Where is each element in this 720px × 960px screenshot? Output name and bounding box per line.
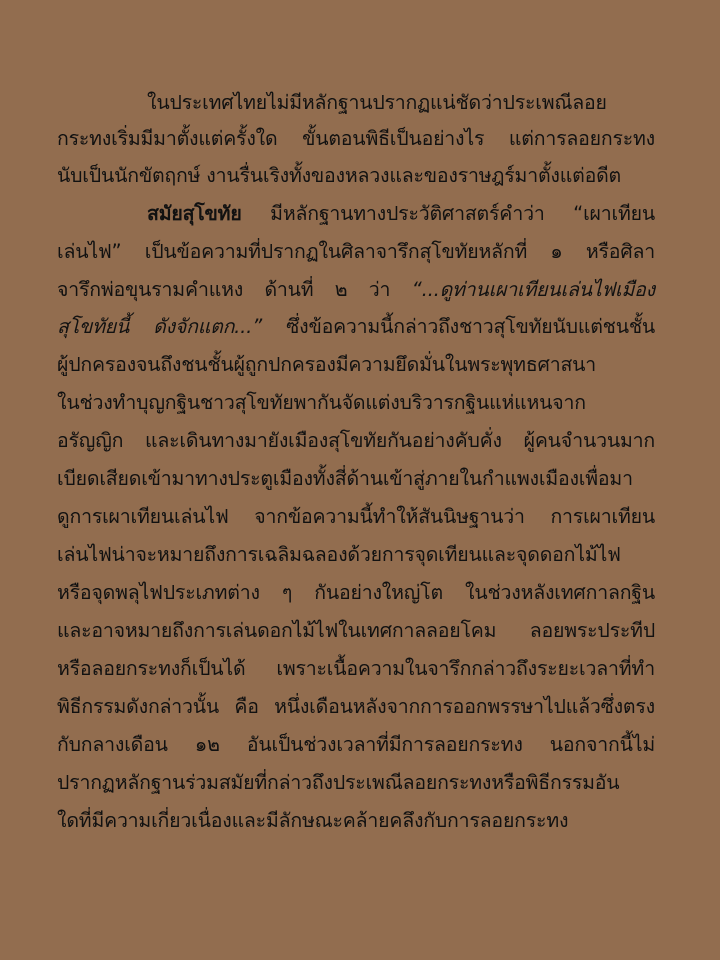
text-line xyxy=(57,423,655,459)
text-segment: หรือลอยกระทงก็เป็นได้ เพราะเนื้อความในจารึกกล่าวถึงระยะเวลาที่ทำ xyxy=(57,657,655,680)
text-line xyxy=(57,765,655,801)
text-segment: มีหลักฐานทางประวัติศาสตร์คำว่า “เผาเทียน xyxy=(241,202,655,225)
text-segment: จารึกพ่อขุนรามคำแหง ด้านที่ ๒ ว่า xyxy=(57,278,412,301)
text-line xyxy=(57,537,655,573)
text-segment: เบียดเสียดเข้ามาทางประตูเมืองทั้งสี่ด้านเข้าสู่ภายในกำแพงเมืองเพื่อมา xyxy=(57,467,633,490)
text-line xyxy=(57,347,655,383)
quoted-inscription: สุโขทัยนี้ ดังจักแตก...” xyxy=(57,315,263,338)
text-line xyxy=(57,158,655,194)
text-line xyxy=(57,309,655,345)
text-line xyxy=(57,803,655,839)
text-line xyxy=(57,575,655,611)
text-segment: ปรากฏหลักฐานร่วมสมัยที่กล่าวถึงประเพณีลอยกระทงหรือพิธีกรรมอัน xyxy=(57,771,620,794)
text-line xyxy=(57,385,655,421)
text-line xyxy=(147,85,655,121)
text-segment: ในช่วงทำบุญกฐินชาวสุโขทัยพากันจัดแต่งบริวารกฐินแห่แหนจาก xyxy=(57,391,586,414)
text-line xyxy=(57,613,655,649)
text-segment: กับกลางเดือน ๑๒ อันเป็นช่วงเวลาที่มีการลอยกระทง นอกจากนี้ไม่ xyxy=(57,733,655,756)
text-segment: ในประเทศไทยไม่มีหลักฐานปรากฏแน่ชัดว่าประเพณีลอย xyxy=(147,91,607,114)
text-segment: ดูการเผาเทียนเล่นไฟ จากข้อความนี้ทำให้สันนิษฐานว่า การเผาเทียน xyxy=(57,505,655,528)
text-segment: ใดที่มีความเกี่ยวเนื่องและมีลักษณะคล้ายคลึงกับการลอยกระทง xyxy=(57,809,569,832)
text-line xyxy=(57,499,655,535)
text-segment: เล่นไฟน่าจะหมายถึงการเฉลิมฉลองด้วยการจุดเทียนและจุดดอกไม้ไฟ xyxy=(57,543,621,566)
text-line xyxy=(57,461,655,497)
text-segment: หรือจุดพลุไฟประเภทต่าง ๆ กันอย่างใหญ่โต ในช่วงหลังเทศกาลกฐิน xyxy=(57,581,655,604)
text-segment: พิธีกรรมดังกล่าวนั้น คือ หนึ่งเดือนหลังจากการออกพรรษาไปแล้วซึ่งตรง xyxy=(57,695,655,718)
quoted-inscription: “...ดูท่านเผาเทียนเล่นไฟเมือง xyxy=(411,278,655,301)
text-segment: นับเป็นนักขัตฤกษ์ งานรื่นเริงทั้งของหลวงและของราษฎร์มาตั้งแต่อดีต xyxy=(57,164,622,187)
text-line xyxy=(147,196,655,232)
text-line xyxy=(57,651,655,687)
text-segment: ผู้ปกครองจนถึงชนชั้นผู้ถูกปกครองมีความยึดมั่นในพระพุทธศาสนา xyxy=(57,353,597,376)
text-line xyxy=(57,727,655,763)
text-line xyxy=(57,272,655,308)
text-line xyxy=(57,234,655,270)
text-segment: ซึ่งข้อความนี้กล่าวถึงชาวสุโขทัยนับแต่ชนชั้น xyxy=(262,315,655,338)
text-segment: อรัญญิก และเดินทางมายังเมืองสุโขทัยกันอย่างคับคั่ง ผู้คนจำนวนมาก xyxy=(57,429,655,452)
text-segment: เล่นไฟ” เป็นข้อความที่ปรากฏในศิลาจารึกสุโขทัยหลักที่ ๑ หรือศิลา xyxy=(57,240,655,263)
section-heading: สมัยสุโขทัย xyxy=(147,202,242,225)
text-segment: และอาจหมายถึงการเล่นดอกไม้ไฟในเทศกาลลอยโคม ลอยพระประทีป xyxy=(57,619,655,642)
text-line xyxy=(57,689,655,725)
text-line xyxy=(57,121,655,157)
text-segment: กระทงเริ่มมีมาตั้งแต่ครั้งใด ขั้นตอนพิธีเป็นอย่างไร แต่การลอยกระทง xyxy=(57,127,655,150)
